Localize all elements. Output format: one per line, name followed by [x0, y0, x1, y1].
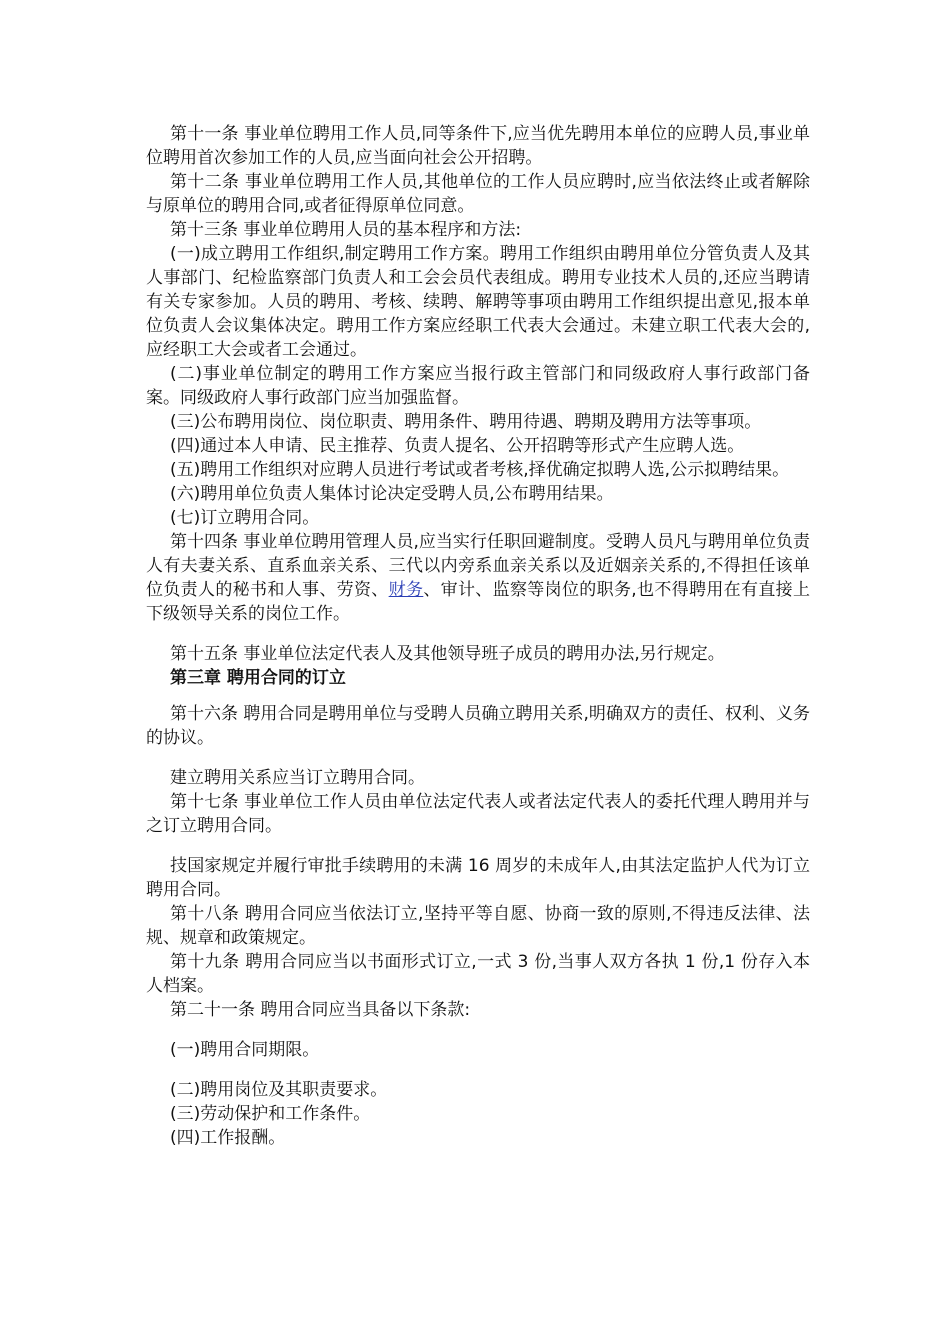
article-16: 第十六条 聘用合同是聘用单位与受聘人员确立聘用关系,明确双方的责任、权利、义务的协议。 [146, 704, 810, 748]
article-11: 第十一条 事业单位聘用工作人员,同等条件下,应当优先聘用本单位的应聘人员,事业单位聘用首次参加工作的人员,应当面向社会公开招聘。 [146, 124, 810, 168]
article-13-item-2: (二)事业单位制定的聘用工作方案应当报行政主管部门和同级政府人事行政部门备案。同级政府人事行政部门应当加强监督。 [146, 364, 810, 408]
finance-link[interactable]: 财务 [388, 580, 424, 600]
article-13-item-4: (四)通过本人申请、民主推荐、负责人提名、公开招聘等形式产生应聘人选。 [170, 436, 745, 456]
article-16-para-2: 建立聘用关系应当订立聘用合同。 [170, 768, 425, 788]
article-17-para-2: 技国家规定并履行审批手续聘用的未满 16 周岁的未成年人,由其法定监护人代为订立聘用合同。 [146, 856, 810, 900]
article-12: 第十二条 事业单位聘用工作人员,其他单位的工作人员应聘时,应当依法终止或者解除与原单位的聘用合同,或者征得原单位同意。 [146, 172, 810, 216]
article-18: 第十八条 聘用合同应当依法订立,坚持平等自愿、协商一致的原则,不得违反法律、法规、规章和政策规定。 [146, 904, 810, 948]
article-13-item-6: (六)聘用单位负责人集体讨论决定受聘人员,公布聘用结果。 [170, 484, 614, 504]
article-13-item-1: (一)成立聘用工作组织,制定聘用工作方案。聘用工作组织由聘用单位分管负责人及其人事部门、纪检监察部门负责人和工会会员代表组成。聘用专业技术人员的,还应当聘请有关专家参加。人员的聘用、考核、续聘、解聘等事项由聘用工作组织提出意见,报本单位负责人会议集体决定。聘用工作方案应经职工代表大会通过。未建立职工代表大会的,应经职工大会或者工会通过。 [146, 244, 810, 360]
article-13-item-3: (三)公布聘用岗位、岗位职责、聘用条件、聘用待遇、聘期及聘用方法等事项。 [170, 412, 762, 432]
article-17: 第十七条 事业单位工作人员由单位法定代表人或者法定代表人的委托代理人聘用并与之订立聘用合同。 [146, 792, 810, 836]
chapter-3-heading: 第三章 聘用合同的订立 [170, 668, 346, 688]
article-14-text-a: 第十四条 事业单位聘用管理人员,应当实行任职回避制度。受聘人员凡与聘用单位负责人有夫妻关系、直系血亲关系、三代以内旁系血亲关系以及近姻亲关系的,不得担任该单位负责人的秘书和人事、劳资、 [146, 532, 810, 600]
article-21-item-1: (一)聘用合同期限。 [170, 1040, 320, 1060]
article-21-item-3: (三)劳动保护和工作条件。 [170, 1104, 371, 1124]
article-13-item-5: (五)聘用工作组织对应聘人员进行考试或者考核,择优确定拟聘人选,公示拟聘结果。 [170, 460, 790, 480]
article-13: 第十三条 事业单位聘用人员的基本程序和方法: [170, 220, 522, 240]
document-page [146, 122, 810, 1150]
article-14 [146, 530, 810, 626]
article-15: 第十五条 事业单位法定代表人及其他领导班子成员的聘用办法,另行规定。 [170, 644, 725, 664]
article-21: 第二十一条 聘用合同应当具备以下条款: [170, 1000, 471, 1020]
article-13-item-7: (七)订立聘用合同。 [170, 508, 320, 528]
article-21-item-4: (四)工作报酬。 [170, 1128, 286, 1148]
article-19: 第十九条 聘用合同应当以书面形式订立,一式 3 份,当事人双方各执 1 份,1 份存入本人档案。 [146, 952, 810, 996]
article-21-item-2: (二)聘用岗位及其职责要求。 [170, 1080, 388, 1100]
article-14-text-b: 、审计、监察等岗位的职务,也不得聘用在有直接上下级领导关系的岗位工作。 [146, 580, 811, 624]
